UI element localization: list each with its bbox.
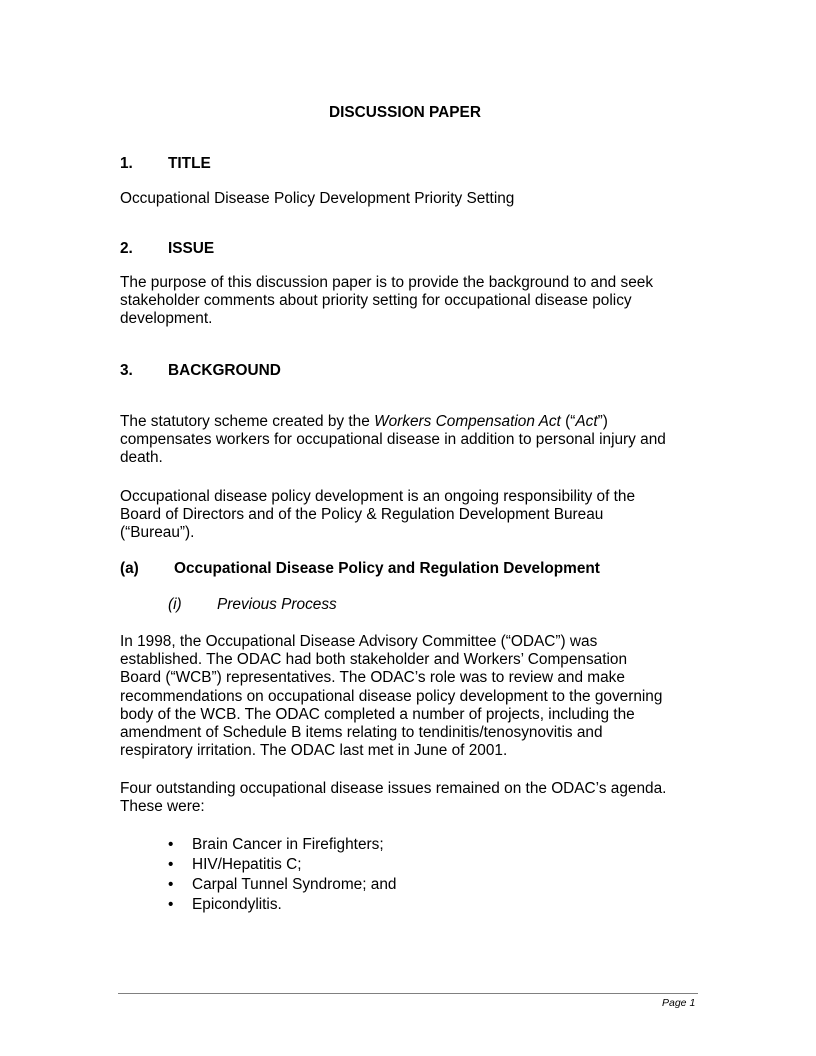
subsection-i-number: (i) — [168, 596, 182, 613]
bullet-icon: • — [168, 896, 174, 913]
issue-line: The purpose of this discussion paper is to provide the background to and seek — [120, 274, 654, 291]
section-1-heading: TITLE — [168, 155, 211, 172]
act-abbrev-italic: Act — [575, 413, 598, 430]
section-1-number: 1. — [120, 155, 133, 172]
bullet-icon: • — [168, 856, 174, 873]
odac-line: recommendations on occupational disease policy development to the governing — [120, 687, 663, 705]
text-run: The statutory scheme created by the — [120, 413, 375, 430]
background-para2-line: Occupational disease policy development is an ongoing responsibility of the — [120, 488, 636, 505]
odac-line: In 1998, the Occupational Disease Advisory Committee (“ODAC”) was — [120, 633, 598, 650]
subsection-i-heading: Previous Process — [217, 596, 337, 613]
outstanding-issues-paragraph — [120, 780, 700, 816]
background-paragraph-2 — [120, 488, 700, 543]
bullet-icon: • — [168, 836, 174, 853]
text-run: ”) — [597, 413, 608, 430]
issue-paragraph — [120, 274, 700, 329]
outstanding-line: Four outstanding occupational disease issues remained on the ODAC’s agenda. — [120, 780, 667, 797]
list-item-text: Carpal Tunnel Syndrome; and — [192, 876, 397, 893]
odac-line: respiratory irritation. The ODAC last met in June of 2001. — [120, 742, 508, 760]
section-3-number: 3. — [120, 362, 133, 379]
act-title-italic: Workers Compensation Act — [374, 413, 561, 430]
page-number: Page 1 — [662, 997, 696, 1009]
section-1-text: Occupational Disease Policy Development Priority Setting — [120, 190, 515, 207]
section-3-heading: BACKGROUND — [168, 362, 281, 379]
document-title: DISCUSSION PAPER — [329, 104, 481, 121]
list-item-text: HIV/Hepatitis C; — [192, 856, 302, 873]
background-para1-line2: compensates workers for occupational disease in addition to personal injury and — [120, 431, 666, 449]
footer-rule — [118, 993, 698, 994]
odac-line: established. The ODAC had both stakeholder and Workers’ Compensation — [120, 651, 628, 669]
list-item-text: Epicondylitis. — [192, 896, 282, 913]
odac-line: amendment of Schedule B items relating to tendinitis/tenosynovitis and — [120, 724, 603, 742]
odac-line: body of the WCB. The ODAC completed a number of projects, including the — [120, 705, 635, 723]
subsection-a-number: (a) — [120, 560, 139, 577]
section-2-heading: ISSUE — [168, 240, 215, 257]
outstanding-line: These were: — [120, 798, 205, 816]
issue-line: development. — [120, 310, 213, 328]
text-run: (“ — [560, 413, 576, 430]
background-paragraph-1 — [120, 413, 700, 468]
section-2-number: 2. — [120, 240, 133, 257]
issue-line: stakeholder comments about priority setting for occupational disease policy — [120, 292, 632, 310]
background-para1-line3: death. — [120, 449, 163, 467]
bullet-icon: • — [168, 876, 174, 893]
background-para2-line: (“Bureau”). — [120, 524, 195, 542]
background-para2-line: Board of Directors and of the Policy & Regulation Development Bureau — [120, 506, 604, 524]
odac-paragraph — [120, 633, 700, 760]
list-item-text: Brain Cancer in Firefighters; — [192, 836, 384, 853]
background-para1-line1 — [120, 413, 700, 431]
subsection-a-heading: Occupational Disease Policy and Regulation Development — [174, 560, 600, 577]
odac-line: Board (“WCB”) representatives. The ODAC’s role was to review and make — [120, 669, 625, 687]
